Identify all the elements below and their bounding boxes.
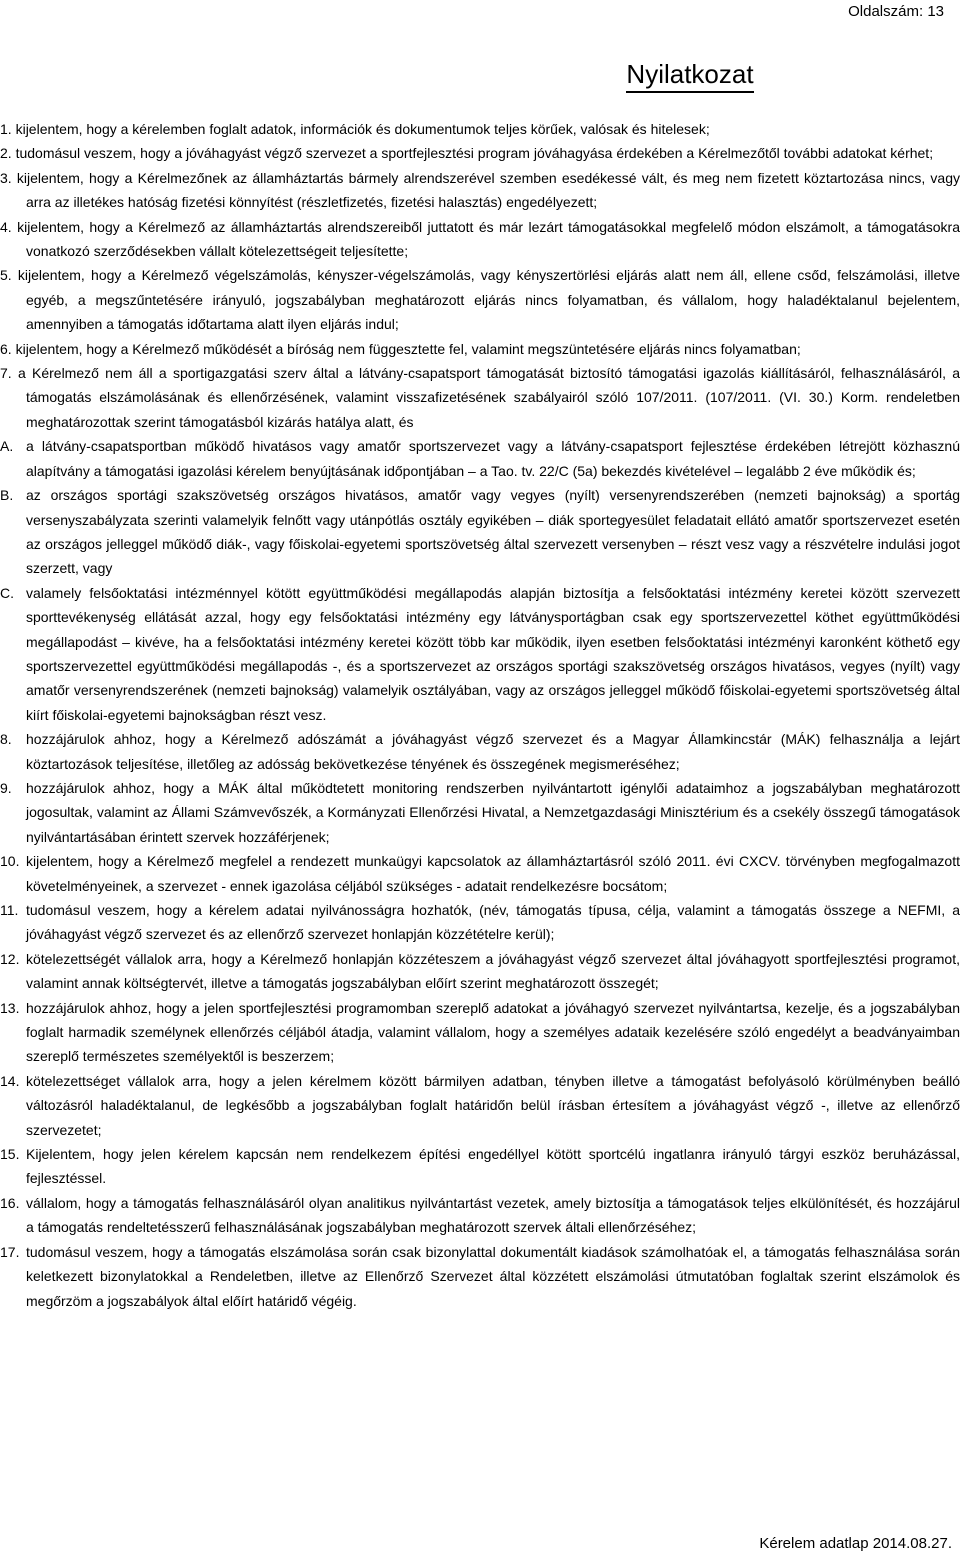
list-item bbox=[0, 166, 960, 215]
list-item bbox=[0, 141, 960, 165]
item-number: 1. bbox=[0, 121, 12, 137]
item-number: 7. bbox=[0, 365, 12, 382]
item-number: 9. bbox=[0, 779, 12, 796]
item-number: 17. bbox=[0, 1243, 20, 1260]
list-item bbox=[0, 1142, 960, 1191]
list-item bbox=[0, 117, 960, 141]
item-number: 8. bbox=[0, 731, 12, 748]
list-item bbox=[0, 1240, 960, 1313]
list-item bbox=[0, 337, 960, 361]
item-text: Kijelentem, hogy jelen kérelem kapcsán nem rendelkezem építési engedéllyel kötött sportcélú ingatlanra irányuló tárgyi eszköz beruházással, fejlesztéssel. bbox=[26, 1146, 960, 1187]
item-text: kijelentem, hogy a Kérelmező végelszámolás, kényszer-végelszámolás, vagy kényszertörlési eljárás alatt nem áll, ellene csőd, felszámolási, illetve egyéb, a megszűntetésére irányuló, jogszabályban meghatározott eljárás nincs folyamatban, és vállalom, hogy haladéktalanul bejelentem, amennyiben a támogatás időtartama alatt ilyen eljárás indul; bbox=[17, 267, 960, 333]
item-number: 2. bbox=[0, 145, 12, 162]
list-item bbox=[0, 215, 960, 264]
item-text: kötelezettséget vállalok arra, hogy a jelen kérelmem között bármilyen adatban, tényben illetve a támogatást befolyásoló körülményben beálló változásról haladéktalanul, de legkésőbb a jogszabályban foglalt határidőn belül írásban értesítem a jóváhagyást végző -, illetve az ellenőrző szervezetet; bbox=[26, 1072, 960, 1138]
page-title-text: Nyilatkozat bbox=[626, 59, 753, 93]
item-text: kijelentem, hogy a Kérelmező megfelel a rendezett munkaügyi kapcsolatok az államháztartásról szóló 2011. évi CXCV. törvényben megfogalmazott követelményeinek, a szervezet - ennek igazolása céljából szükséges - adatait rendelkezésre bocsátom; bbox=[26, 853, 960, 894]
sub-list-item bbox=[0, 483, 960, 581]
item-number: 6. bbox=[0, 340, 12, 357]
item-number: 12. bbox=[0, 950, 20, 967]
item-text: hozzájárulok ahhoz, hogy a MÁK által működtetett monitoring rendszerben nyilvántartott igénylői adataimhoz a jogszabályban meghatározott jogosultak, valamint az Állami Számvevőszék, a Kormányzati Ellenőrzési Hivatal, a Nemzetgazdasági Minisztérium és a csekély összegű támogatások nyilvántartásában érintett szervek hozzáférjenek; bbox=[26, 779, 960, 845]
item-number: 11. bbox=[0, 902, 19, 918]
item-number: 15. bbox=[0, 1146, 20, 1163]
item-text: kijelentem, hogy a Kérelmező működését a bíróság nem függesztette fel, valamint megszüntetésére eljárás nincs folyamatban; bbox=[15, 340, 801, 357]
item-text: hozzájárulok ahhoz, hogy a Kérelmező adószámát a jóváhagyást végző szervezet és a Magyar Államkincstár (MÁK) felhasználja a lejárt köztartozások teljesítése, illetőleg az adósság bekövetkezése tényének és összegének megismeréséhez; bbox=[26, 731, 960, 772]
page-number: Oldalszám: 13 bbox=[848, 3, 944, 20]
item-text: kijelentem, hogy a Kérelmezőnek az államháztartás bármely alrendszerével szemben esedékessé vált, és meg nem fizetett köztartozása nincs, vagy arra az illetékes hatóság fizetési könnyítést (részletfizetés, fizetési halasztás) engedélyezett; bbox=[16, 169, 960, 211]
item-text: kijelentem, hogy a Kérelmező az államháztartás alrendszereiből juttatott és már lezárt támogatásokkal megfelelő módon elszámolt, a támogatásokra vonatkozó szerződésekben vállalt kötelezettségeit teljesítette; bbox=[17, 218, 960, 260]
item-number: 13. bbox=[0, 999, 20, 1016]
list-item bbox=[0, 263, 960, 336]
item-text: tudomásul veszem, hogy a kérelem adatai nyilvánosságra hozhatók, (név, támogatás típusa, célja, valamint a támogatás összege a NEFMI, a jóváhagyást végző szervezet és az ellenőrző szervezet honlapján közzétételre kerül); bbox=[26, 902, 960, 943]
item-number: 14. bbox=[0, 1072, 20, 1089]
list-item bbox=[0, 947, 960, 996]
list-item bbox=[0, 361, 960, 434]
subitem-text: valamely felsőoktatási intézménnyel kötött együttműködési megállapodás alapján biztosítja a felsőoktatási intézmény keretei között szervezett sporttevékenység ellátását azzal, hogy egy felsőoktatási intézmény egy látványsportágban csak egy sportszervezettel köthet együttműködési megállapodást – kivéve, ha a felsőoktatási intézmény keretei között több kar működik, ilyen esetben felsőoktatási intézményi karonként köthető egy sportszervezettel együttműködési megállapodás -, és a sportszervezet az országos sportági szakszövetség országos hivatásos, vegyes (nyílt) vagy amatőr versenyrendszerének (nemzeti bajnokság) valamelyik osztályában, vagy az országos jelleggel működő főiskolai-egyetemi sportszövetség által kiírt főiskolai-egyetemi bajnokságban részt vesz. bbox=[26, 584, 960, 723]
list-item bbox=[0, 776, 960, 849]
item-text: tudomásul veszem, hogy a támogatás elszámolása során csak bizonylattal dokumentált kiadások számolhatóak el, a támogatás felhasználása során keletkezett bizonylatokkal a Rendeletben, illetve az Ellenőrző Szervezet által közzétett elszámolási útmutatóban foglaltak szerint elszámolok és megőrzöm a jogszabályok által előírt határidő végéig. bbox=[26, 1243, 960, 1309]
item-number: 4. bbox=[0, 218, 12, 235]
item-number: 10. bbox=[0, 853, 20, 870]
subitem-letter: B. bbox=[0, 487, 14, 504]
page-title bbox=[0, 54, 960, 93]
subitem-text: a látvány-csapatsportban működő hivatásos vagy amatőr sportszervezet vagy a látvány-csapatsport fejlesztése érdekében létrejött közhasznú alapítvány a támogatási igazolási kérelem benyújtásának időpontjában – a Tao. tv. 22/C (5a) bekezdés kivételével – legalább 2 éve működik és; bbox=[26, 438, 960, 479]
item-text: vállalom, hogy a támogatás felhasználásáról olyan analitikus nyilvántartást vezetek, amely biztosítja a támogatások teljes elkülönítését, és hozzájárul a támogatás rendeltetésszerű felhasználásának jogszabályban meghatározott szervek általi ellenőrzéséhez; bbox=[26, 1194, 960, 1236]
subitem-text: az országos sportági szakszövetség országos hivatásos, amatőr vagy vegyes (nyílt) versenyrendszerében (nemzeti bajnokság) a sportág versenyszabályzata szerinti valamelyik felnőtt vagy utánpótlás osztály egyikében – diák sportegyesület feladatait ellátó amatőr sportszervezet esetén az országos jelleggel működő diák-, vagy főiskolai-egyetemi sportszövetség által szervezett versenyben – részt vesz vagy a részvételre indulási jogot szerzett, vagy bbox=[26, 487, 960, 577]
footer-date: Kérelem adatlap 2014.08.27. bbox=[759, 1535, 952, 1552]
item-text: kötelezettségét vállalok arra, hogy a Kérelmező honlapján közzéteszem a jóváhagyást végző szervezet által jóváhagyott sportfejlesztési programot, valamint annak költségtervét, illetve a támogatás jogszabályban előírt szerint meghatározott összegét; bbox=[26, 950, 960, 992]
declaration-list bbox=[0, 117, 960, 1313]
list-item bbox=[0, 996, 960, 1069]
item-text: kijelentem, hogy a kérelemben foglalt adatok, információk és dokumentumok teljes körűek, valósak és hitelesek; bbox=[15, 121, 710, 137]
sub-list-item bbox=[0, 434, 960, 483]
item-text: a Kérelmező nem áll a sportigazgatási szerv által a látvány-csapatsport támogatását biztosító támogatási igazolás kiállításáról, felhasználásáról, a támogatás elszámolásának és ellenőrzésének, valamint visszafizetésének szabályairól szóló 107/2011. (107/2011. (VI. 30.) Korm. rendeletben meghatározottak szerint támogatásból kizárás hatálya alatt, és bbox=[17, 365, 960, 430]
subitem-letter: A. bbox=[0, 438, 14, 455]
list-item bbox=[0, 1069, 960, 1142]
list-item bbox=[0, 849, 960, 898]
item-text: hozzájárulok ahhoz, hogy a jelen sportfejlesztési programomban szereplő adatokat a jóváhagyó szervezet nyilvántartsa, kezelje, és a jogszabályban foglalt harmadik személynek ellenőrzés céljából átadja, valamint vállalom, hogy a személyes adataik kezelésére szóló engedélyt a beadványaimban szereplő természetes személyektől is beszerzem; bbox=[26, 999, 960, 1065]
list-item bbox=[0, 898, 960, 947]
item-number: 16. bbox=[0, 1194, 20, 1211]
item-number: 5. bbox=[0, 267, 12, 284]
sub-list-item bbox=[0, 581, 960, 727]
subitem-letter: C. bbox=[0, 584, 14, 601]
list-item bbox=[0, 727, 960, 776]
list-item bbox=[0, 1191, 960, 1240]
item-text: tudomásul veszem, hogy a jóváhagyást végző szervezet a sportfejlesztési program jóváhagyása érdekében a Kérelmezőtől további adatokat kérhet; bbox=[15, 145, 934, 162]
item-number: 3. bbox=[0, 169, 12, 186]
